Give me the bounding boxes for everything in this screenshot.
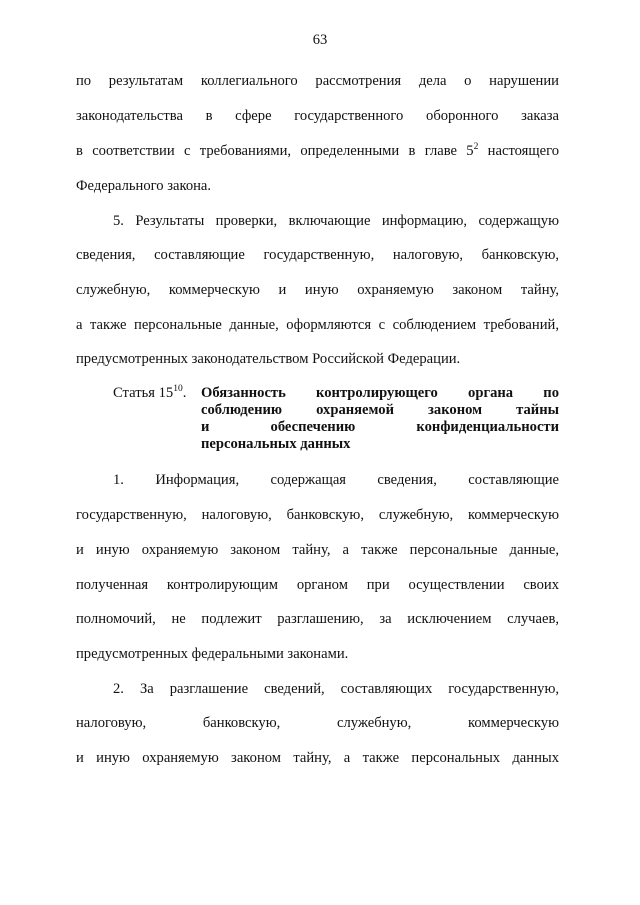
article-label-text: Статья 15 — [113, 385, 174, 401]
text-fragment: настоящего — [478, 143, 559, 159]
article-title-line: Обязанность контролирующего органа по — [201, 385, 559, 401]
article-title-line: и обеспечению конфиденциальности — [201, 419, 559, 435]
text-line: служебную, коммерческую и иную охраняемую законом тайну, — [76, 282, 559, 298]
article-label — [113, 384, 186, 402]
text-line: и иную охраняемую законом тайну, а также персональных данных — [76, 750, 559, 766]
text-fragment: в соответствии с требованиями, определенными в главе 5 — [76, 143, 474, 159]
text-line: 5. Результаты проверки, включающие информацию, содержащую — [113, 213, 559, 229]
article-title-line: соблюдению охраняемой законом тайны — [201, 402, 559, 418]
superscript: 2 — [473, 142, 479, 152]
text-line: 2. За разглашение сведений, составляющих государственную, — [113, 681, 559, 697]
text-line: предусмотренных федеральными законами. — [76, 646, 349, 662]
text-line: предусмотренных законодательством Российской Федерации. — [76, 351, 461, 367]
article-label-suffix: . — [182, 385, 187, 401]
text-line: по результатам коллегиального рассмотрения дела о нарушении — [76, 73, 559, 89]
text-line: и иную охраняемую законом тайну, а также персональные данные, — [76, 542, 559, 558]
text-line: 1. Информация, содержащая сведения, составляющие — [113, 472, 559, 488]
text-line: государственную, налоговую, банковскую, служебную, коммерческую — [76, 507, 559, 523]
text-line: полномочий, не подлежит разглашению, за исключением случаев, — [76, 611, 559, 627]
text-line: законодательства в сфере государственного оборонного заказа — [76, 108, 559, 124]
article-title-line: персональных данных — [201, 436, 351, 452]
text-line — [76, 142, 559, 160]
superscript: 10 — [173, 384, 183, 394]
page-number: 63 — [312, 32, 328, 48]
text-line: полученная контролирующим органом при осуществлении своих — [76, 577, 559, 593]
text-line: а также персональные данные, оформляются с соблюдением требований, — [76, 317, 559, 333]
text-line: налоговую, банковскую, служебную, коммерческую — [76, 715, 559, 731]
text-line: Федерального закона. — [76, 178, 212, 194]
text-line: сведения, составляющие государственную, налоговую, банковскую, — [76, 247, 559, 263]
